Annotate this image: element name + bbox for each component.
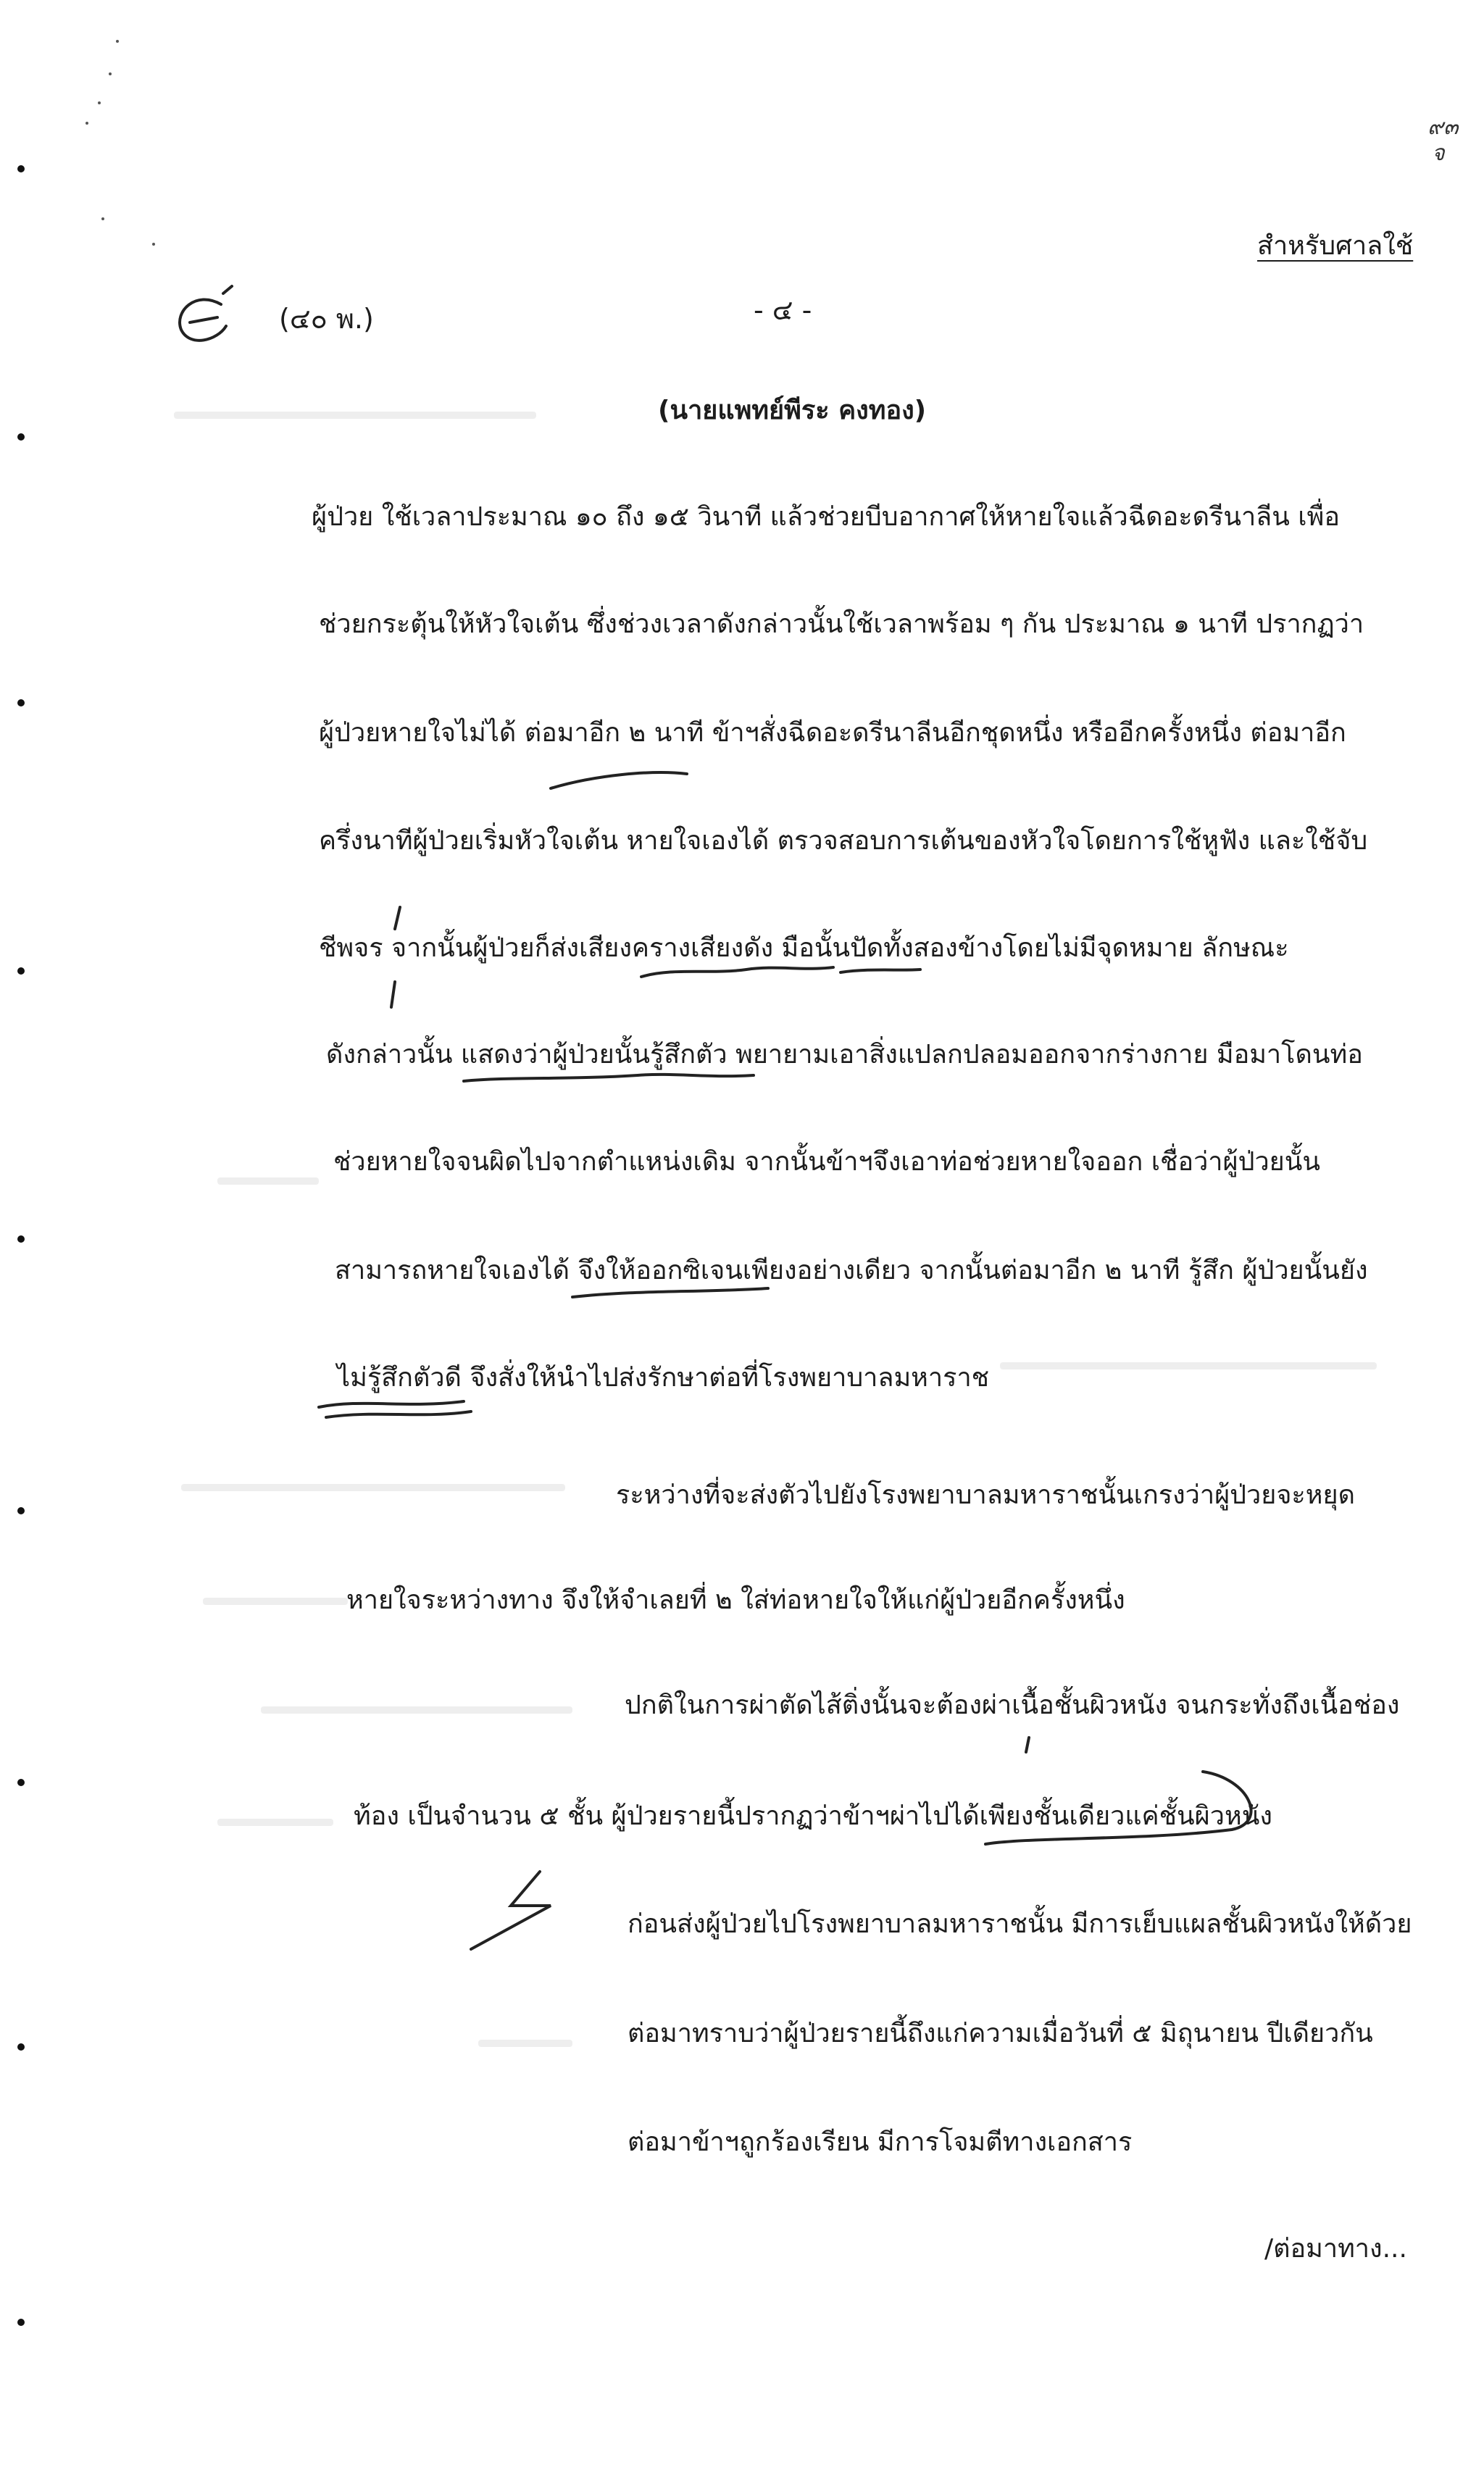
text-line: ผู้ป่วย ใช้เวลาประมาณ ๑๐ ถึง ๑๕ วินาที แล้วช่วยบีบอากาศให้หายใจแล้วฉีดอะดรีนาลีน เพื่อ [312, 502, 1340, 532]
pen-tick [1026, 1738, 1029, 1752]
court-use-label: สำหรับศาลใช้ [1257, 231, 1414, 261]
text-line: ไม่รู้สึกตัวดี จึงสั่งให้นำไปส่งรักษาต่อที่โรงพยาบาลมหาราช [337, 1363, 990, 1393]
circle-mark [180, 299, 226, 340]
text-line: ช่วยกระตุ้นให้หัวใจเต้น ซึ่งช่วงเวลาดังกล่าวนั้นใช้เวลาพร้อม ๆ กัน ประมาณ ๑ นาที ปรากฏว่า [319, 609, 1364, 639]
pen-underline [464, 1075, 754, 1081]
pen-underline [641, 967, 833, 977]
pen-underline [326, 1412, 471, 1417]
pen-underline [319, 1401, 464, 1407]
text-line: ช่วยหายใจจนผิดไปจากตำแหน่งเดิม จากนั้นข้าฯจึงเอาท่อช่วยหายใจออก เชื่อว่าผู้ป่วยนั้น [333, 1147, 1320, 1177]
text-line: ผู้ป่วยหายใจไม่ได้ ต่อมาอีก ๒ นาที ข้าฯสั่งฉีดอะดรีนาลีนอีกชุดหนึ่ง หรืออีกครั้งหนึ่ง ต่อมาอีก [319, 718, 1346, 748]
text-line: ต่อมาข้าฯถูกร้องเรียน มีการโจมตีทางเอกสาร [628, 2127, 1133, 2157]
text-line: ต่อมาทราบว่าผู้ป่วยรายนี้ถึงแก่ความเมื่อวันที่ ๕ มิถุนายน ปีเดียวกัน [628, 2019, 1373, 2048]
pen-tick [391, 982, 395, 1007]
text-line: ครึ่งนาทีผู้ป่วยเริ่มหัวใจเต้น หายใจเองได้ ตรวจสอบการเต้นของหัวใจโดยการใช้หูฟัง และใช้จับ [319, 826, 1368, 856]
page-number: - ๔ - [754, 294, 812, 326]
pen-tick [395, 907, 400, 929]
margin-note-line: จ [1432, 141, 1445, 166]
text-line: ก่อนส่งผู้ป่วยไปโรงพยาบาลมหาราชนั้น มีการเย็บแผลชั้นผิวหนังให้ด้วย [628, 1909, 1412, 1939]
text-line: ดังกล่าวนั้น แสดงว่าผู้ป่วยนั้นรู้สึกตัว พยายามเอาสิ่งแปลกปลอมออกจากร่างกาย มือมาโดนท่อ [326, 1040, 1363, 1069]
text-line: ท้อง เป็นจำนวน ๕ ชั้น ผู้ป่วยรายนี้ปรากฏว่าข้าฯผ่าไปได้เพียงชั้นเดียวแค่ชั้นผิวหนัง [354, 1801, 1272, 1831]
text-line: ปกติในการผ่าตัดไส้ติ่งนั้นจะต้องผ่าเนื้อชั้นผิวหนัง จนกระทั่งถึงเนื้อช่อง [625, 1690, 1400, 1720]
text-line: หายใจระหว่างทาง จึงให้จำเลยที่ ๒ ใส่ท่อหายใจให้แก่ผู้ป่วยอีกครั้งหนึ่ง [346, 1585, 1125, 1615]
pen-stroke [471, 1872, 551, 1949]
text-line: สามารถหายใจเองได้ จึงให้ออกซิเจนเพียงอย่างเดียว จากนั้นต่อมาอีก ๒ นาที รู้สึก ผู้ป่วยนั้นยัง [335, 1256, 1368, 1285]
pen-underline [551, 772, 687, 788]
text-line: ระหว่างที่จะส่งตัวไปยังโรงพยาบาลมหาราชนั้นเกรงว่าผู้ป่วยจะหยุด [616, 1480, 1355, 1510]
circle-mark [985, 1772, 1251, 1844]
form-code: (๔๐ พ.) [279, 303, 374, 335]
pen-underline [841, 970, 920, 972]
check-tick [223, 286, 232, 293]
witness-name: (นายแพทย์พีระ คงทอง) [658, 396, 927, 425]
pen-underline [572, 1288, 768, 1297]
margin-note-line: ๙๓ [1427, 114, 1459, 140]
text-line: ชีพจร จากนั้นผู้ป่วยก็ส่งเสียงครางเสียงดัง มือนั้นปัดทั้งสองข้างโดยไม่มีจุดหมาย ลักษณะ [319, 933, 1289, 963]
continuation-note: /ต่อมาทาง... [1264, 2234, 1407, 2264]
